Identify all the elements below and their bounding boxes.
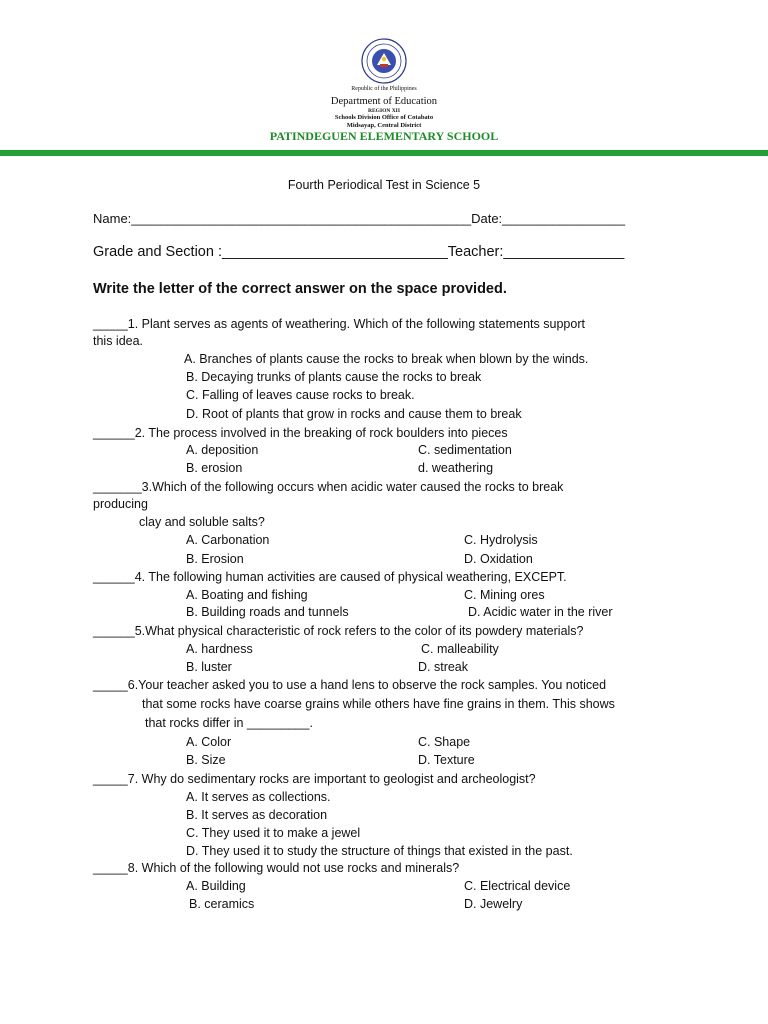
question-1-option-d: D. Root of plants that grow in rocks and cause them to break: [186, 407, 522, 421]
question-4-option-b: B. Building roads and tunnels: [186, 605, 349, 619]
question-8-option-d: D. Jewelry: [464, 897, 523, 911]
question-6-option-c: C. Shape: [418, 735, 471, 749]
name-date-line: Name:_______________________________________________Date:_________________: [93, 211, 626, 226]
question-1-option-b: B. Decaying trunks of plants cause the rocks to break: [186, 370, 482, 384]
question-3-stem: _______3.Which of the following occurs when acidic water caused the rocks to break: [93, 480, 564, 494]
question-6-option-d: D. Texture: [418, 753, 475, 767]
question-3-option-d: D. Oxidation: [464, 552, 533, 566]
header-republic: Republic of the Philippines: [351, 86, 417, 92]
question-7-stem: _____7. Why do sedimentary rocks are important to geologist and archeologist?: [93, 772, 536, 786]
question-2-option-c: C. sedimentation: [418, 443, 512, 457]
question-5-stem: ______5.What physical characteristic of rock refers to the color of its powdery materials?: [93, 624, 584, 638]
question-1-option-c: C. Falling of leaves cause rocks to break.: [186, 388, 415, 402]
question-8-stem: _____8. Which of the following would not use rocks and minerals?: [93, 861, 460, 875]
question-6-stem-cont: that some rocks have coarse grains while others have fine grains in them. This shows: [142, 697, 615, 711]
question-6-stem: _____6.Your teacher asked you to use a hand lens to observe the rock samples. You noticed: [93, 678, 607, 692]
question-1-stem: _____1. Plant serves as agents of weathering. Which of the following statements support: [93, 317, 585, 331]
question-7-option-b: B. It serves as decoration: [186, 808, 328, 822]
question-4-stem: ______4. The following human activities are caused of physical weathering, EXCEPT.: [93, 570, 567, 584]
grade-teacher-line: Grade and Section :____________________________Teacher:_______________: [93, 244, 625, 260]
header-region: REGION XII: [368, 108, 400, 114]
question-3-option-a: A. Carbonation: [186, 533, 270, 547]
question-7-option-c: C. They used it to make a jewel: [186, 826, 361, 840]
question-2-option-a: A. deposition: [186, 443, 259, 457]
header-district: Midsayap, Central District: [346, 122, 422, 129]
header-division: Schools Division Office of Cotabato: [334, 114, 434, 121]
question-4-option-d: D. Acidic water in the river: [468, 605, 613, 619]
instructions: Write the letter of the correct answer on the space provided.: [93, 281, 507, 297]
deped-seal-icon: [361, 38, 407, 84]
question-8-option-b: B. ceramics: [189, 897, 255, 911]
question-8-option-c: C. Electrical device: [464, 879, 571, 893]
question-3-option-c: C. Hydrolysis: [464, 533, 538, 547]
header-department: Department of Education: [330, 96, 438, 107]
question-6-option-a: A. Color: [186, 735, 232, 749]
question-4-option-a: A. Boating and fishing: [186, 588, 308, 602]
question-5-option-b: B. luster: [186, 660, 232, 674]
question-8-option-a: A. Building: [186, 879, 246, 893]
question-5-option-a: A. hardness: [186, 642, 253, 656]
header-divider: [0, 150, 768, 156]
question-5-option-d: D. streak: [418, 660, 469, 674]
question-6-stem-cont2: that rocks differ in _________.: [145, 716, 313, 730]
question-3-stem-cont: producing: [93, 497, 148, 511]
question-7-option-d: D. They used it to study the structure of things that existed in the past.: [186, 844, 573, 858]
question-4-option-c: C. Mining ores: [464, 588, 545, 602]
question-2-option-b: B. erosion: [186, 461, 243, 475]
question-7-option-a: A. It serves as collections.: [186, 790, 331, 804]
question-3-option-b: B. Erosion: [186, 552, 244, 566]
question-6-option-b: B. Size: [186, 753, 226, 767]
question-2-option-d: d. weathering: [418, 461, 494, 475]
question-2-stem: ______2. The process involved in the breaking of rock boulders into pieces: [93, 426, 508, 440]
question-5-option-c: C. malleability: [421, 642, 499, 656]
question-1-option-a: A. Branches of plants cause the rocks to break when blown by the winds.: [184, 352, 589, 366]
question-1-stem-cont: this idea.: [93, 334, 144, 348]
test-title: Fourth Periodical Test in Science 5: [287, 178, 481, 192]
header-school-name: PATINDEGUEN ELEMENTARY SCHOOL: [269, 129, 499, 143]
question-3-stem-cont2: clay and soluble salts?: [139, 515, 265, 529]
